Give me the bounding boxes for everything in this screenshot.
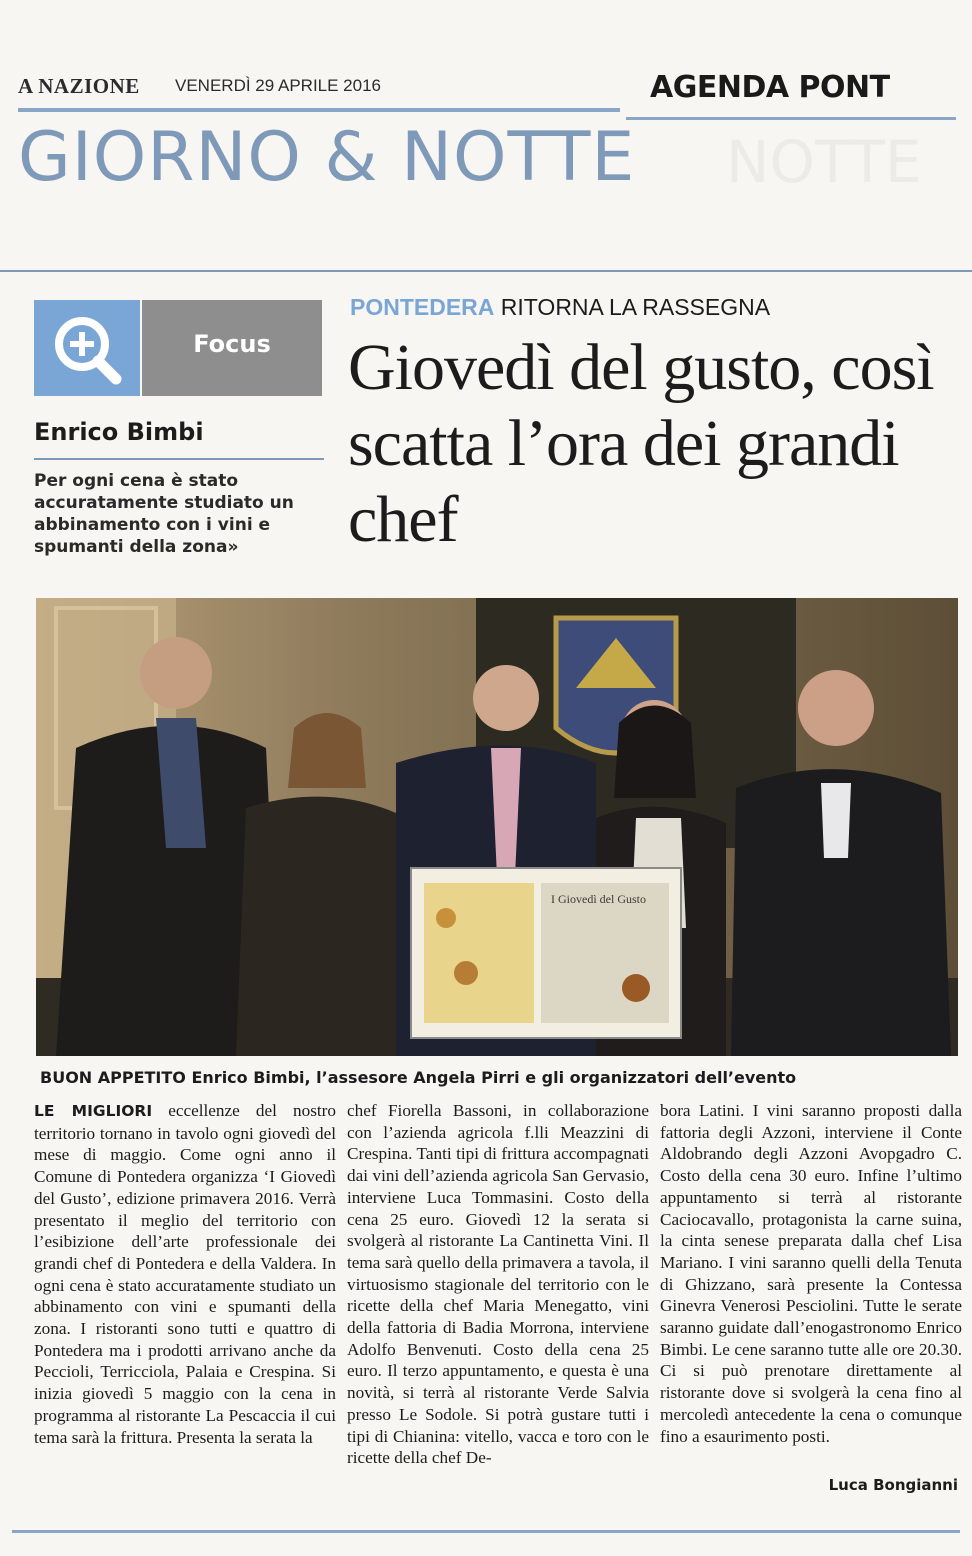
article-kicker (350, 294, 770, 321)
photo-caption (40, 1068, 796, 1087)
article-column-1 (34, 1100, 336, 1448)
article-column-3: bora Latini. I vini saranno proposti dalla fattoria degli Azzoni, interviene il Conte Aldobrando degli Azzoni Avopgadro C. Costo della cena 30 euro. Infine l’ultimo appuntamento si terrà al ristorante Caciocavallo, protagonista la carne suina, la cinta senese preparata dalla chef Lisa Mariano. I vini saranno quelli della Tenuta di Ghizzano, sarà presente la Contessa Ginevra Venerosi Pesciolini. Tutte le serate saranno guidate dall’enogastronomo Enrico Bimbi. Le cene saranno tutte alle ore 20.30. Ci si può prenotare direttamente al ristorante dove si svolgerà la cena fino al mercoledì antecedente la cena o comunque fino a esaurimento posti. (660, 1101, 962, 1446)
section-title-bleed: NOTTE (726, 128, 922, 196)
bottom-rule (12, 1530, 960, 1533)
article-photo (36, 598, 958, 1056)
lead-in: LE MIGLIORI (34, 1102, 153, 1120)
photo-illustration (36, 598, 958, 1056)
section-title: GIORNO & NOTTE (18, 118, 636, 197)
focus-icon-box (34, 300, 140, 396)
agenda-header: AGENDA PONT (650, 70, 890, 105)
article-column-2: chef Fiorella Bassoni, in collaborazione con l’azienda agricola f.lli Meazzini di Crespina. Tanti tipi di frittura accompagnati dai vini dell’azienda agricola San Gervasio, interviene Luca Tommasini. Costo della cena 25 euro. Giovedì 12 la serata si svolgerà al ristorante La Cantinetta Vini. Il tema sarà quello della primavera a tavola, il virtuosismo stagionale del territorio con le ricette della chef Maria Menegatto, vini della fattoria di Badia Morrona, interviene Adolfo Benvenuti. Costo della cena 25 euro. Il terzo appuntamento, e questa è una novità, si terrà al ristorante Verde Salvia presso Le Sodole. Si potrà gustare tutti i tipi di Chianina: vitello, vacca e toro con le ricette della chef De- (347, 1101, 649, 1468)
focus-rule (34, 458, 324, 460)
caption-lead: BUON APPETITO (40, 1068, 186, 1087)
newspaper-name: A NAZIONE (18, 74, 140, 98)
column-1-text: eccellenze del nostro territorio tornano in tavolo ogni giovedì del mese di maggio. Come ogni anno il Comune di Pontedera organizza ‘I Giovedì del Gusto’, edizione primavera 2016. Verrà presentato il meglio del territorio con l’esibizione dell’arte professionale dei grandi chef di Pontedera e della Valdera. In ogni cena è stato accuratamente studiato un abbinamento con vini e spumanti della zona. I ristoranti sono tutti e quattro di Pontedera ma i prodotti arrivano anche da Peccioli, Terricciola, Palaia e Crespina. Si inizia giovedì 5 maggio con la cena in programma al ristorante La Pescaccia il cui tema sarà la frittura. Presenta la serata la (34, 1101, 336, 1447)
focus-quote: Per ogni cena è stato accuratamente studiato un abbinamento con i vini e spumanti della zona» (34, 471, 294, 557)
article-headline: Giovedì del gusto, così scatta l’ora dei grandi chef (348, 331, 934, 556)
focus-name: Enrico Bimbi (34, 418, 204, 446)
byline: Luca Bongianni (828, 1476, 958, 1494)
section-divider (0, 270, 972, 272)
issue-date: VENERDÌ 29 APRILE 2016 (175, 76, 382, 95)
focus-label: Focus (193, 330, 271, 358)
masthead-rule (18, 108, 620, 112)
poster-title: I Giovedì del Gusto (551, 892, 646, 906)
kicker-place: PONTEDERA (350, 294, 495, 320)
kicker-text: RITORNA LA RASSEGNA (494, 294, 771, 320)
zoom-in-icon (34, 300, 140, 396)
caption-text: Enrico Bimbi, l’assesore Angela Pirri e gli organizzatori dell’evento (185, 1068, 797, 1087)
masthead-rule-right (626, 117, 956, 120)
